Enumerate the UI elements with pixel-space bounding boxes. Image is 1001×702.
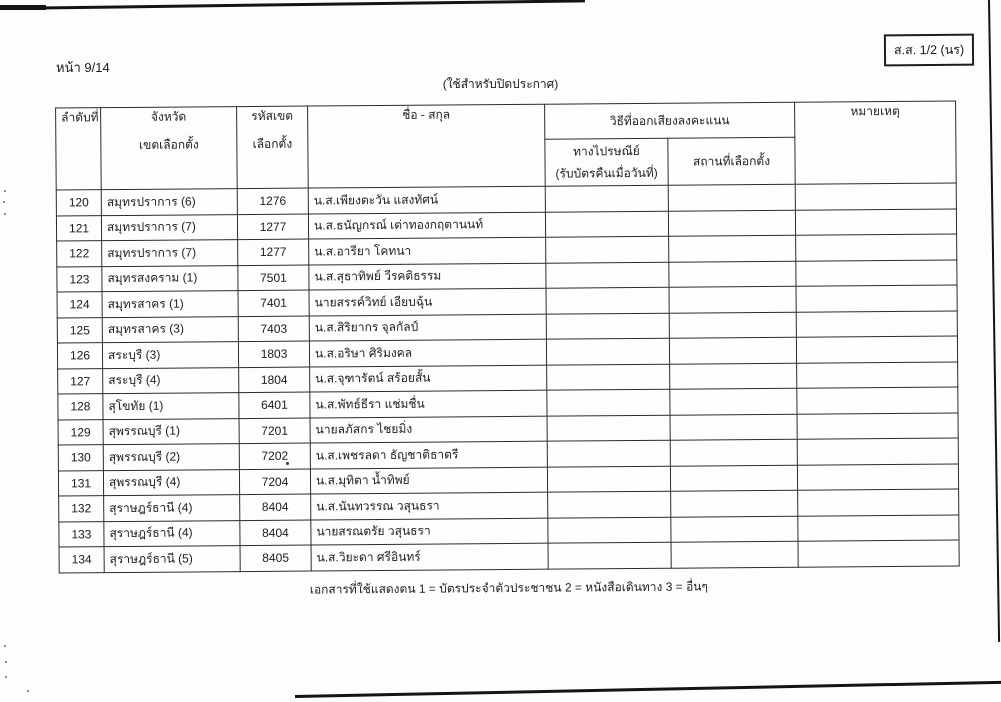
province-cell: สุโขทัย (1)	[103, 393, 239, 420]
remark-cell	[796, 310, 957, 337]
province-cell: สุพรรณบุรี (1)	[103, 418, 239, 445]
seq-cell: 124	[57, 292, 102, 318]
name-cell: น.ส.นันทวรรณ วสุนธรา	[311, 492, 548, 519]
header-code-line2: เลือกตั้ง	[252, 136, 293, 151]
header-seq	[56, 108, 102, 190]
code-cell: 1277	[237, 214, 308, 240]
code-cell: 8404	[240, 520, 311, 546]
seq-cell: 120	[56, 190, 101, 216]
name-cell: น.ส.จุฑารัตน์ สร้อยสั้น	[310, 365, 547, 392]
scan-edge-top-blob	[0, 5, 46, 10]
postal-cell	[548, 542, 671, 568]
remark-cell	[796, 234, 957, 261]
header-polling-place: สถานที่เลือกตั้ง	[668, 137, 795, 185]
seq-cell: 129	[58, 419, 103, 445]
province-cell: สระบุรี (4)	[103, 367, 239, 394]
name-cell: น.ส.สุธาทิพย์ วีรคติธรรม	[309, 263, 546, 290]
postal-cell	[545, 211, 668, 237]
province-cell: สมุทรปราการ (6)	[101, 189, 237, 216]
province-cell: สุราษฎร์ธานี (4)	[104, 520, 240, 547]
seq-cell: 134	[59, 547, 104, 573]
province-cell: สมุทรปราการ (7)	[102, 240, 238, 267]
province-cell: สมุทรปราการ (7)	[101, 214, 237, 241]
seq-cell: 121	[56, 215, 101, 241]
header-vote-method: วิธีที่ออกเสียงลงคะแนน	[545, 102, 795, 139]
scan-speck	[4, 213, 6, 215]
code-cell: 1277	[238, 239, 309, 265]
code-cell: 7501	[238, 265, 309, 291]
name-cell: นายสรรค์วิทย์ เอียบฉุ้น	[309, 288, 546, 315]
place-cell	[671, 516, 798, 542]
scan-speck	[5, 661, 7, 663]
code-cell: 7204	[239, 469, 310, 495]
seq-cell: 133	[59, 521, 104, 547]
place-cell	[670, 465, 797, 491]
header-seq-label: ลำดับที่	[61, 110, 99, 125]
postal-cell	[547, 389, 670, 415]
header-district-code	[237, 106, 309, 189]
seq-cell: 131	[58, 470, 103, 496]
name-cell: น.ส.มุทิตา น้ำทิพย์	[310, 467, 547, 494]
seq-cell: 122	[57, 241, 102, 267]
province-cell: สมุทรสาคร (3)	[102, 316, 238, 343]
name-cell: น.ส.สิริยากร จุลกัลป์	[309, 314, 546, 341]
code-cell: 1276	[237, 188, 308, 214]
remark-cell	[796, 336, 957, 363]
remark-cell	[797, 361, 958, 388]
place-cell	[669, 261, 796, 287]
province-cell: สุพรรณบุรี (4)	[103, 469, 239, 496]
remark-cell	[797, 438, 958, 465]
place-cell	[669, 337, 796, 363]
postal-cell	[548, 517, 671, 543]
province-cell: สมุทรสาคร (1)	[102, 291, 238, 318]
province-cell: สมุทรสงคราม (1)	[102, 265, 238, 292]
postal-cell	[547, 415, 670, 441]
place-cell	[670, 439, 797, 465]
header-province	[101, 107, 238, 190]
form-code-badge: ส.ส. 1/2 (นร)	[884, 34, 974, 67]
seq-cell: 123	[57, 266, 102, 292]
footer-note: เอกสารที่ใช้แสดงตน 1 = บัตรประจำตัวประชาชน 2 = หนังสือเดินทาง 3 = อื่นๆ	[309, 578, 708, 597]
code-cell: 7401	[238, 290, 309, 316]
name-cell: น.ส.เพียงตะวัน แสงทัศน์	[308, 186, 545, 213]
page-number-label: หน้า 9/14	[56, 60, 110, 75]
postal-cell	[546, 313, 669, 339]
province-cell: สุราษฎร์ธานี (4)	[104, 495, 240, 522]
place-cell	[671, 490, 798, 516]
postal-cell	[546, 262, 669, 288]
place-cell	[668, 210, 795, 236]
seq-cell: 127	[58, 368, 103, 394]
code-cell: 7403	[238, 316, 309, 342]
place-cell	[670, 388, 797, 414]
header-remark: หมายเหตุ	[795, 101, 957, 184]
seq-cell: 132	[59, 496, 104, 522]
province-cell: สระบุรี (3)	[102, 342, 238, 369]
remark-cell	[797, 412, 958, 439]
header-province-line1: จังหวัด	[150, 109, 187, 124]
place-cell	[671, 541, 798, 567]
remark-cell	[795, 208, 956, 235]
code-cell: 6401	[239, 392, 310, 418]
postal-cell	[547, 466, 670, 492]
header-postal	[545, 138, 668, 186]
name-cell: น.ส.เพชรลดา ธัญชาติธาตรี	[310, 441, 547, 468]
name-cell: น.ส.ธนัญกรณ์ เต่าทองกฤตานนท์	[308, 212, 545, 239]
name-cell: นายลภัสกร ไชยมิ่ง	[310, 416, 547, 443]
seq-cell: 128	[58, 394, 103, 420]
header-name: ชื่อ - สกุล	[308, 104, 546, 188]
header-postal-line2: (รับบัตรคืนเมื่อวันที่)	[555, 165, 658, 181]
remark-cell	[798, 489, 959, 516]
code-cell: 8404	[240, 494, 311, 520]
remark-cell	[795, 183, 956, 210]
name-cell: นายสรณตรัย วสุนธรา	[311, 518, 548, 545]
header-postal-line1: ทางไปรษณีย์	[573, 143, 640, 158]
place-cell	[668, 184, 795, 210]
postal-cell	[547, 364, 670, 390]
scan-speck	[27, 690, 29, 692]
postal-cell	[545, 185, 668, 211]
place-cell	[669, 235, 796, 261]
code-cell: 1804	[239, 367, 310, 393]
place-cell	[669, 286, 796, 312]
province-cell: สุพรรณบุรี (2)	[103, 444, 239, 471]
postal-cell	[546, 338, 669, 364]
code-cell: 7201	[239, 418, 310, 444]
place-cell	[670, 414, 797, 440]
postal-cell	[546, 236, 669, 262]
scan-speck	[4, 190, 6, 192]
usage-note: (ใช้สำหรับปิดประกาศ)	[442, 77, 559, 91]
header-province-line2: เขตเลือกตั้ง	[138, 137, 199, 152]
header-code-line1: รหัสเขต	[251, 108, 294, 124]
remark-cell	[798, 540, 959, 567]
table-header	[56, 101, 957, 190]
name-cell: น.ส.อารียา โคทนา	[309, 237, 546, 264]
remark-cell	[796, 259, 957, 286]
scan-edge-right	[988, 0, 1000, 642]
seq-cell: 125	[57, 317, 102, 343]
code-cell: 7202	[239, 443, 310, 469]
remark-cell	[797, 387, 958, 414]
scan-speck	[4, 645, 6, 647]
postal-cell	[547, 440, 670, 466]
remark-cell	[796, 285, 957, 312]
remark-cell	[797, 463, 958, 490]
name-cell: น.ส.อริษา ศิริมงคล	[309, 339, 546, 366]
place-cell	[670, 363, 797, 389]
table-body	[56, 183, 959, 573]
province-cell: สุราษฎร์ธานี (5)	[104, 546, 240, 573]
voter-list-table	[55, 100, 960, 573]
remark-cell	[798, 514, 959, 541]
postal-cell	[546, 287, 669, 313]
code-cell: 1803	[238, 341, 309, 367]
table-container	[55, 100, 959, 601]
scan-speck	[5, 676, 7, 678]
seq-cell: 130	[58, 445, 103, 471]
scan-speck	[3, 201, 5, 203]
name-cell: น.ส.วิยะดา ศรีอินทร์	[311, 543, 548, 570]
scan-edge-bottom	[295, 681, 1001, 698]
scan-edge-top	[0, 0, 585, 10]
place-cell	[669, 312, 796, 338]
postal-cell	[548, 491, 671, 517]
name-cell: น.ส.พัทธ์ธีรา แช่มชื่น	[310, 390, 547, 417]
seq-cell: 126	[57, 343, 102, 369]
code-cell: 8405	[240, 545, 311, 571]
